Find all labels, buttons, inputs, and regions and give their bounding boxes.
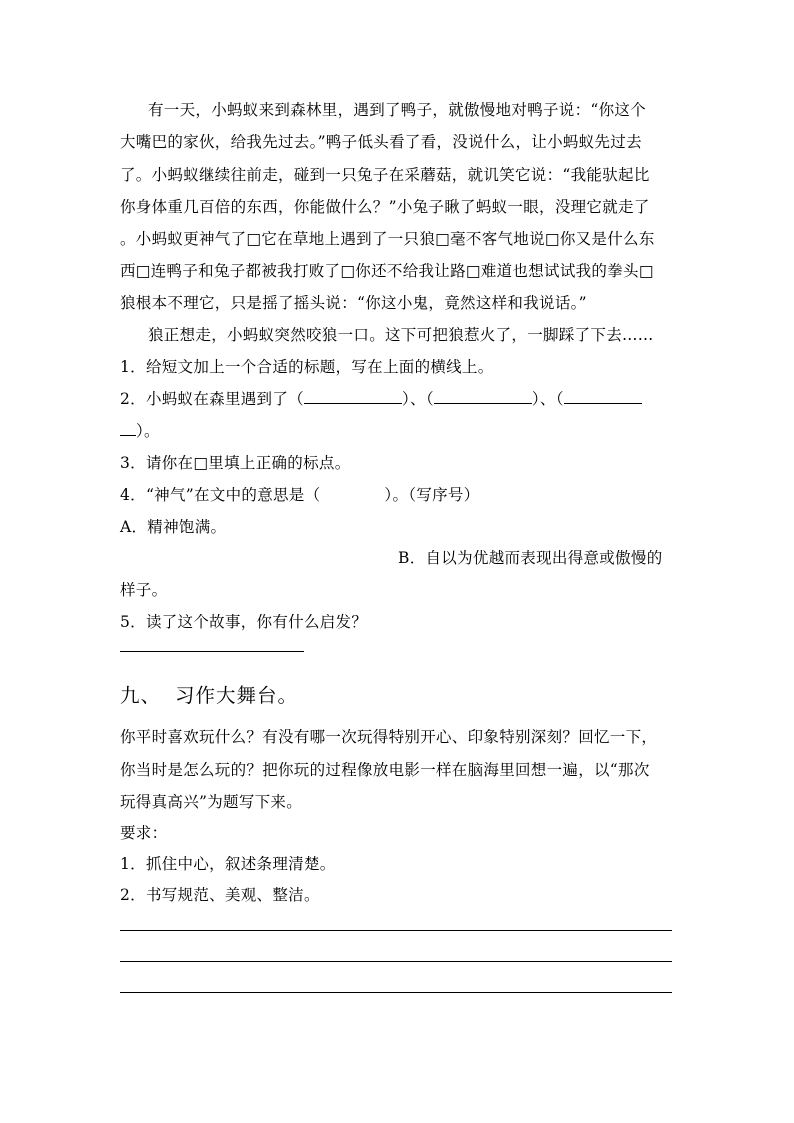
question-2 bbox=[120, 388, 642, 410]
passage-line-2: 大嘴巴的家伙，给我先过去。”鸭子低头看了看，没说什么，让小蚂蚁先过去 bbox=[120, 133, 642, 151]
passage-line-4: 你身体重几百倍的东西，你能做什么？”小兔子瞅了蚂蚁一眼，没理它就走了 bbox=[120, 198, 650, 216]
answer-blank-2[interactable] bbox=[434, 388, 532, 404]
answer-line-question-5[interactable] bbox=[120, 651, 304, 652]
passage-line-6: 西□连鸭子和兔子都被我打败了□你还不给我让路□难道也想试试我的拳头□ bbox=[120, 262, 654, 280]
question-2-close: ）。 bbox=[136, 422, 160, 440]
answer-blank-1[interactable] bbox=[304, 388, 402, 404]
question-2-sep-2: ）、（ bbox=[531, 390, 564, 408]
question-4-option-b-cont: 样子。 bbox=[120, 581, 168, 599]
question-4-prefix: 4．“神气”在文中的意思是（ bbox=[120, 486, 321, 504]
answer-blank-3a[interactable] bbox=[564, 388, 642, 404]
writing-line-1[interactable] bbox=[120, 930, 672, 931]
section-title: 习作大舞台。 bbox=[175, 684, 299, 707]
passage-line-7: 狼根本不理它，只是摇了摇头说：“你这小鬼，竟然这样和我说话。” bbox=[120, 294, 587, 312]
question-4-option-b: B．自以为优越而表现出得意或傲慢的 bbox=[398, 549, 663, 567]
question-2-sep-1: ）、（ bbox=[401, 390, 434, 408]
question-4-suffix: ）。（写序号） bbox=[384, 486, 480, 504]
question-4-option-a: A．精神饱满。 bbox=[120, 518, 227, 536]
question-5: 5．读了这个故事，你有什么启发？ bbox=[120, 613, 368, 631]
passage-line-5: 。小蚂蚁更神气了□它在草地上遇到了一只狼□毫不客气地说□你又是什么东 bbox=[120, 230, 655, 248]
answer-blank-3b[interactable] bbox=[120, 420, 136, 436]
section-heading bbox=[120, 683, 298, 709]
passage-line-1: 有一天，小蚂蚁来到森林里，遇到了鸭子，就傲慢地对鸭子说：“你这个 bbox=[148, 101, 647, 119]
writing-line-2[interactable] bbox=[120, 961, 672, 962]
requirement-1: 1．抓住中心，叙述条理清楚。 bbox=[120, 855, 336, 873]
prompt-line-3: 玩得真高兴”为题写下来。 bbox=[120, 793, 303, 811]
requirements-label: 要求： bbox=[120, 824, 168, 842]
passage-line-8: 狼正想走，小蚂蚁突然咬狼一口。这下可把狼惹火了，一脚踩了下去…… bbox=[148, 326, 654, 344]
question-4 bbox=[120, 484, 480, 506]
question-1: 1．给短文加上一个合适的标题，写在上面的横线上。 bbox=[120, 358, 494, 376]
section-number: 九、 bbox=[120, 684, 162, 707]
question-2-cont bbox=[120, 420, 160, 442]
question-2-prefix: 2．小蚂蚁在森里遇到了（ bbox=[120, 390, 304, 408]
passage-line-3: 了。小蚂蚁继续往前走，碰到一只兔子在采蘑菇，就讥笑它说：“我能驮起比 bbox=[120, 166, 650, 184]
writing-line-3[interactable] bbox=[120, 992, 672, 993]
requirement-2: 2．书写规范、美观、整洁。 bbox=[120, 886, 320, 904]
prompt-line-2: 你当时是怎么玩的？把你玩的过程像放电影一样在脑海里回想一遍，以“那次 bbox=[120, 761, 650, 779]
prompt-line-1: 你平时喜欢玩什么？有没有哪一次玩得特别开心、印象特别深刻？回忆一下， bbox=[120, 728, 658, 746]
question-3: 3．请你在□里填上正确的标点。 bbox=[120, 454, 351, 472]
